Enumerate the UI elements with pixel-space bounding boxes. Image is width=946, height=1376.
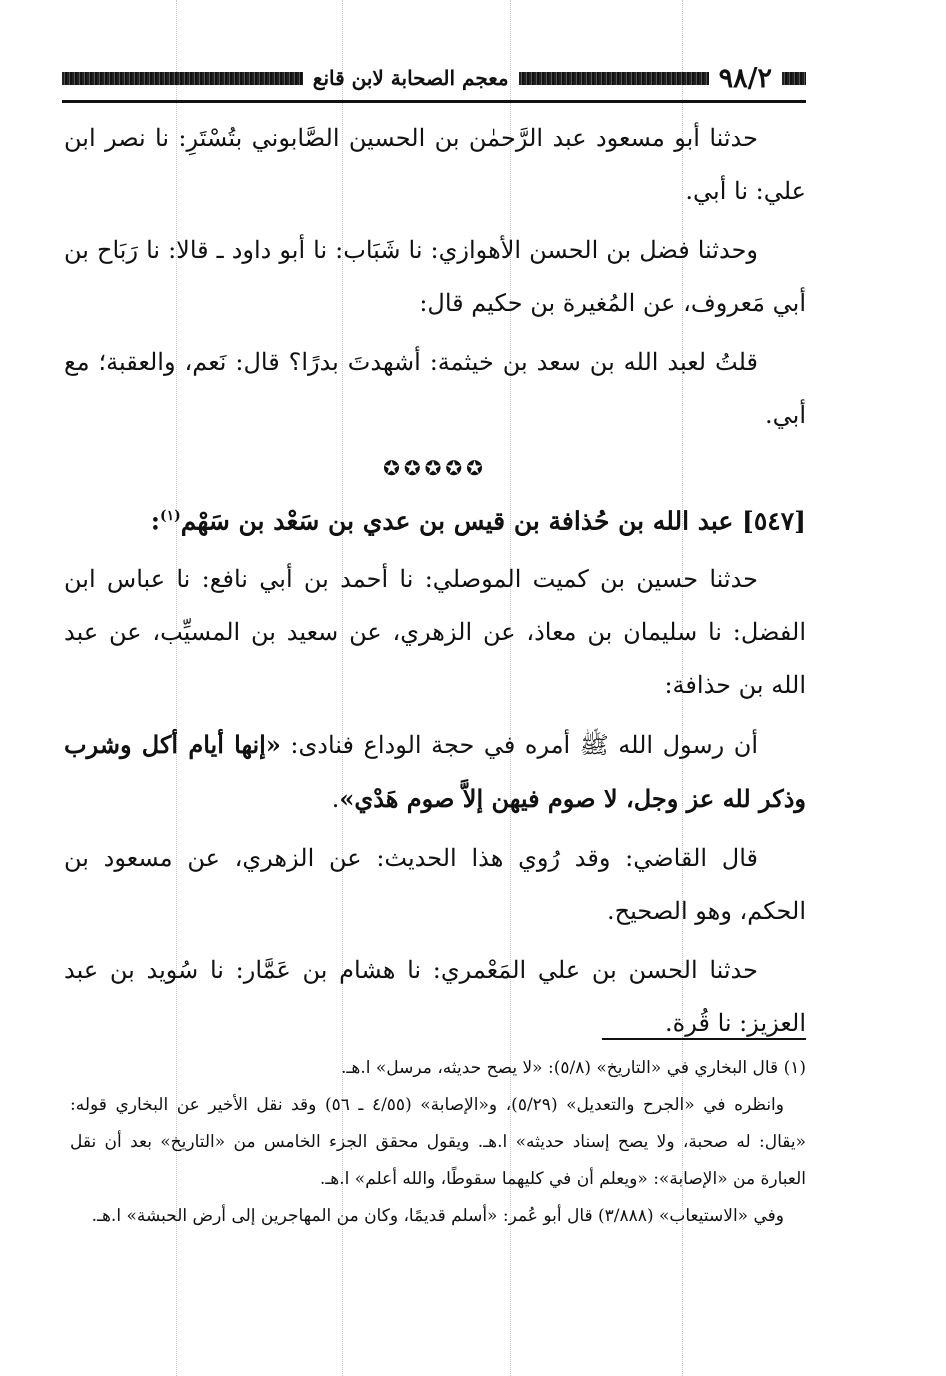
entry-heading-text: [٥٤٧] عبد الله بن حُذافة بن قيس بن عدي بن سَعْد بن سَهْم — [180, 506, 806, 536]
header-ornament-bar — [519, 72, 709, 85]
footnote-1-cont-a: وانظره في «الجرح والتعديل» (٥/٢٩)، و«الإصابة» (٤/٥٥ ـ ٥٦) وقد نقل الأخير عن البخاري قوله: «يقال: له صحبة، ولا يصح إسناد حديثه» ا.هـ. ويقول محقق الجزء الخامس من «التاريخ» بعد أن نقل العبارة من «الإصابة»: «ويعلم أن في كليهما سقوطًا، والله أعلم» ا.هـ. — [70, 1095, 806, 1189]
paragraph-isnad-3: حدثنا حسين بن كميت الموصلي: نا أحمد بن أبي نافع: نا عباس ابن الفضل: نا سليمان بن معاذ، عن الزهري، عن سعيد بن المسيِّب، عن عبد الله بن حذافة: — [64, 565, 806, 700]
main-text — [64, 112, 806, 1056]
footnote-ref: (١) — [159, 508, 181, 524]
footnotes — [70, 1050, 806, 1235]
hadith-quote: «إنها أيام أكل وشرب وذكر لله عز وجل، لا صوم فيهن إلاَّ صوم هَدْي» — [64, 730, 806, 814]
header-rule — [62, 100, 806, 103]
page-header — [62, 58, 806, 98]
header-ornament-bar — [62, 72, 303, 85]
paragraph-isnad-4: حدثنا الحسن بن علي المَعْمري: نا هشام بن عَمَّار: نا سُويد بن عبد العزيز: نا قُرة. — [64, 956, 806, 1038]
paragraph-isnad-1: حدثنا أبو مسعود عبد الرَّحمٰن بن الحسين الصَّابوني بتُسْتَرِ: نا نصر ابن علي: نا أبي. — [64, 124, 806, 205]
paragraph-hadith — [64, 718, 806, 826]
header-ornament-bar — [782, 72, 806, 85]
hadith-end: . — [331, 785, 340, 814]
footnote-rule — [602, 1038, 806, 1040]
hadith-intro: أن رسول الله ﷺ أمره في حجة الوداع فنادى: — [280, 731, 758, 760]
entry-heading — [64, 490, 806, 547]
book-title: معجم الصحابة لابن قانع — [312, 66, 509, 90]
paragraph-narration-1: قلتُ لعبد الله بن سعد بن خيثمة: أشهدتَ بدرًا؟ قال: نَعم، والعقبة؛ مع أبي. — [64, 348, 806, 429]
footnote-1-cont-b: وفي «الاستيعاب» (٣/٨٨٨) قال أبو عُمر: «أسلم قديمًا، وكان من المهاجرين إلى أرض الحبشة» ا.هـ. — [91, 1206, 784, 1226]
footnote-1: (١) قال البخاري في «التاريخ» (٥/٨): «لا يصح حديثه، مرسل» ا.هـ. — [341, 1058, 806, 1078]
entry-heading-colon: : — [150, 506, 160, 536]
page-number: ٩٨/٢ — [718, 62, 772, 94]
section-separator: ✪✪✪✪✪ — [383, 456, 487, 480]
paragraph-isnad-2: وحدثنا فضل بن الحسن الأهوازي: نا شَبَاب: نا أبو داود ـ قالا: نا رَبَاح بن أبي مَعروف، عن المُغيرة بن حكيم قال: — [64, 236, 806, 317]
paragraph-qadi-note: قال القاضي: وقد رُوي هذا الحديث: عن الزهري، عن مسعود بن الحكم، وهو الصحيح. — [64, 844, 806, 926]
